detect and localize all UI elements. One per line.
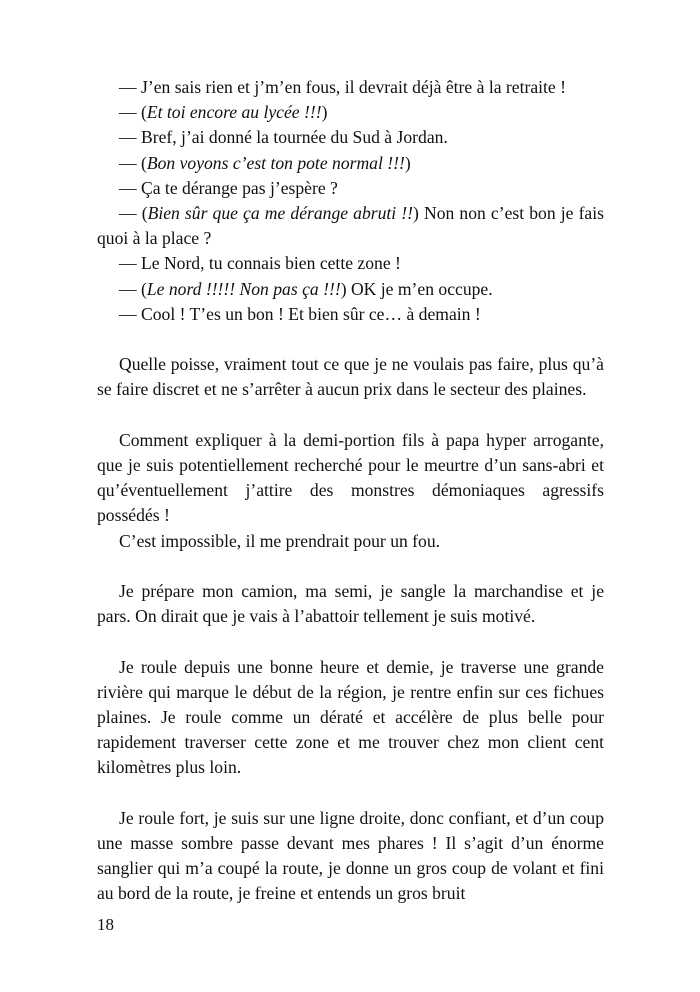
dialogue-line — [97, 176, 604, 201]
body-text — [97, 75, 604, 907]
dialogue-speech: — Ça te dérange pas j’espère ? — [119, 177, 338, 198]
dialogue-line — [97, 75, 604, 100]
dialogue-speech: ) Non non c’est bon je fais quoi à la place ? — [97, 203, 604, 249]
dialogue-line — [97, 125, 604, 150]
dialogue-line — [97, 151, 604, 176]
paragraph: Je roule depuis une bonne heure et demie, je traverse une grande rivière qui marque le début de la région, je rentre enfin sur ces fichues plaines. Je roule comme un dératé et accélère de plus belle pour rapidement traverser cette zone et me trouver chez mon client cent kilomètres plus loin. — [97, 656, 604, 778]
dialogue-speech: ) — [404, 152, 411, 173]
dialogue-thought: Bon voyons c’est ton pote normal !!! — [146, 152, 405, 173]
paragraph: Quelle poisse, vraiment tout ce que je ne voulais pas faire, plus qu’à se faire discret et ne s’arrêter à aucun prix dans le secteur des plaines. — [97, 354, 604, 400]
dialogue-speech: — ( — [119, 203, 148, 224]
dialogue-speech: — J’en sais rien et j’m’en fous, il devrait déjà être à la retraite ! — [119, 77, 566, 97]
dialogue-thought: Le nord !!!!! Non pas ça !!! — [146, 278, 341, 299]
dialogue-thought: Bien sûr que ça me dérange abruti !! — [147, 203, 414, 224]
paragraph: Je roule fort, je suis sur une ligne droite, donc confiant, et d’un coup une masse sombre passe devant mes phares ! Il s’agit d’un énorme sanglier qui m’a coupé la route, je donne un gros coup de volant et fini au bord de la route, je freine et entends un gros bruit — [97, 807, 604, 904]
paragraph: C’est impossible, il me prendrait pour un fou. — [119, 530, 441, 551]
dialogue-speech: — ( — [119, 152, 147, 173]
dialogue-speech: — ( — [119, 278, 147, 299]
dialogue-block — [97, 75, 604, 327]
dialogue-speech: — Cool ! T’es un bon ! Et bien sûr ce… à demain ! — [119, 303, 481, 324]
dialogue-speech: — Le Nord, tu connais bien cette zone ! — [119, 253, 401, 274]
narrative-block — [97, 352, 604, 906]
dialogue-line — [97, 251, 604, 276]
dialogue-line — [97, 302, 604, 327]
paragraph: Comment expliquer à la demi-portion fils à papa hyper arrogante, que je suis potentiellement recherché pour le meurtre d’un sans-abri et qu’éventuellement j’attire des monstres démoniaques agressifs possédés ! — [97, 429, 604, 526]
paragraph: Je prépare mon camion, ma semi, je sangle la marchandise et je pars. On dirait que je vais à l’abattoir tellement je suis motivé. — [97, 581, 604, 627]
dialogue-line — [97, 201, 604, 251]
dialogue-speech: — Bref, j’ai donné la tournée du Sud à Jordan. — [119, 127, 448, 148]
dialogue-line — [97, 100, 604, 125]
dialogue-thought: Et toi encore au lycée !!! — [146, 102, 322, 123]
page-number: 18 — [97, 915, 114, 934]
dialogue-speech: — ( — [119, 102, 147, 123]
dialogue-speech: ) — [321, 102, 328, 123]
dialogue-line — [97, 277, 604, 302]
dialogue-speech: ) OK je m’en occupe. — [340, 278, 493, 299]
